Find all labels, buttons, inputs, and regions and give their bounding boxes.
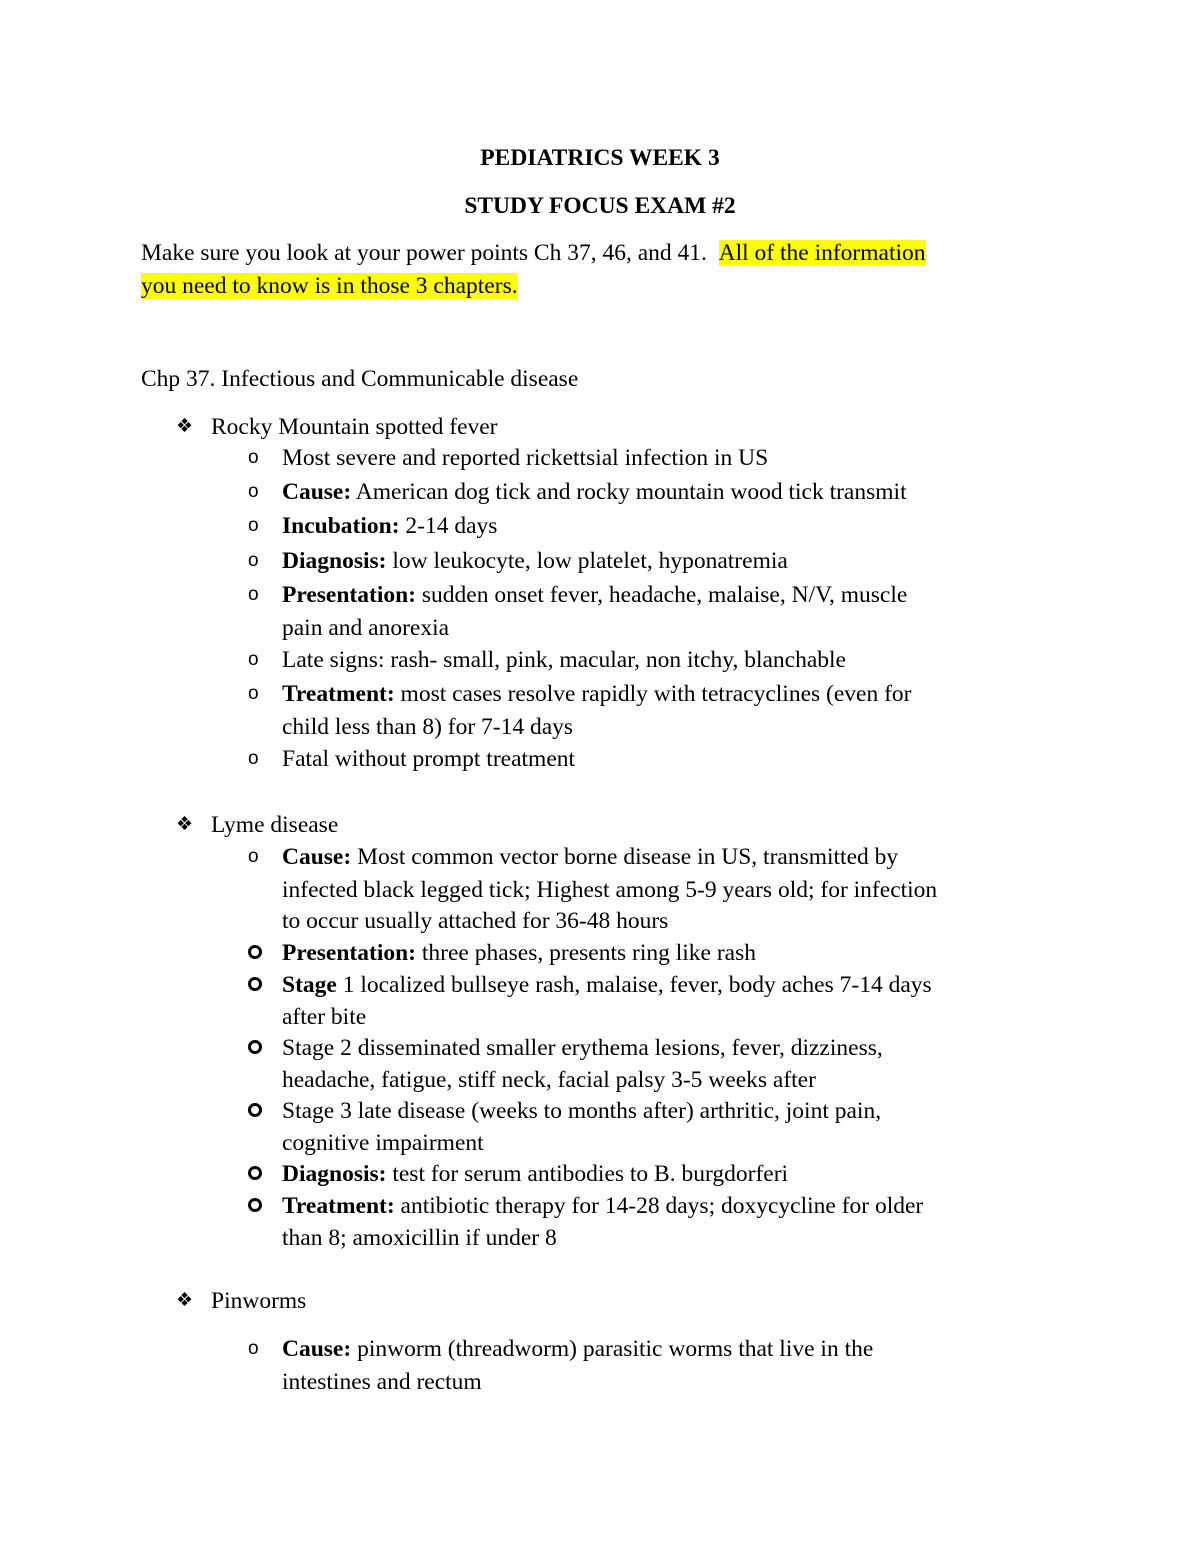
intro-line-2 (141, 271, 518, 301)
hollow-bullet-icon: o (248, 515, 259, 536)
hollow-circle-bullet-icon (248, 1103, 262, 1117)
list-item-continuation: child less than 8) for 7-14 days (282, 714, 574, 740)
section-title-rmsf: Rocky Mountain spotted fever (211, 414, 498, 440)
list-item: Cause: American dog tick and rocky mountain wood tick transmit (282, 479, 907, 505)
list-item: Late signs: rash- small, pink, macular, non itchy, blanchable (282, 647, 846, 673)
hollow-bullet-icon: o (248, 447, 259, 468)
hollow-bullet-icon: o (248, 584, 259, 605)
page-title: PEDIATRICS WEEK 3 (480, 145, 720, 171)
intro-plain-text: Make sure you look at your power points Ch 37, 46, and 41. (141, 240, 707, 266)
list-item-continuation: after bite (282, 1004, 367, 1030)
list-item-continuation: to occur usually attached for 36-48 hours (282, 908, 669, 934)
diamond-bullet-icon: ❖ (176, 814, 194, 835)
list-item-continuation: pain and anorexia (282, 615, 450, 641)
list-item-continuation: cognitive impairment (282, 1130, 484, 1156)
hollow-bullet-icon: o (248, 683, 259, 704)
list-item-continuation: than 8; amoxicillin if under 8 (282, 1225, 557, 1251)
list-item: Stage 3 late disease (weeks to months after) arthritic, joint pain, (282, 1098, 882, 1124)
section-title-lyme: Lyme disease (211, 812, 339, 838)
hollow-bullet-icon: o (248, 846, 259, 867)
list-item-continuation: headache, fatigue, stiff neck, facial palsy 3-5 weeks after (282, 1067, 816, 1093)
hollow-circle-bullet-icon (248, 1198, 262, 1212)
list-item: Treatment: most cases resolve rapidly with tetracyclines (even for (282, 681, 912, 707)
hollow-bullet-icon: o (248, 481, 259, 502)
list-item: Fatal without prompt treatment (282, 746, 576, 772)
list-item: Most severe and reported rickettsial infection in US (282, 445, 769, 471)
diamond-bullet-icon: ❖ (176, 1290, 194, 1311)
diamond-bullet-icon: ❖ (176, 416, 194, 437)
hollow-bullet-icon: o (248, 748, 259, 769)
hollow-circle-bullet-icon (248, 1166, 262, 1180)
hollow-bullet-icon: o (248, 649, 259, 670)
intro-highlight-2: you need to know is in those 3 chapters. (141, 273, 518, 299)
list-item: Cause: pinworm (threadworm) parasitic worms that live in the (282, 1336, 874, 1362)
intro-line-1 (141, 238, 926, 268)
section-title-pinworms: Pinworms (211, 1288, 307, 1314)
intro-highlight-1: All of the information (718, 240, 926, 266)
list-item: Presentation: sudden onset fever, headache, malaise, N/V, muscle (282, 582, 908, 608)
list-item: Stage 2 disseminated smaller erythema lesions, fever, dizziness, (282, 1035, 883, 1061)
hollow-circle-bullet-icon (248, 945, 262, 959)
hollow-bullet-icon: o (248, 1338, 259, 1359)
list-item: Diagnosis: test for serum antibodies to B. burgdorferi (282, 1161, 789, 1187)
list-item: Incubation: 2-14 days (282, 513, 498, 539)
page-subtitle: STUDY FOCUS EXAM #2 (464, 193, 736, 219)
list-item: Diagnosis: low leukocyte, low platelet, hyponatremia (282, 548, 788, 574)
hollow-bullet-icon: o (248, 550, 259, 571)
hollow-circle-bullet-icon (248, 977, 262, 991)
list-item: Stage 1 localized bullseye rash, malaise, fever, body aches 7-14 days (282, 972, 932, 998)
list-item: Cause: Most common vector borne disease in US, transmitted by (282, 844, 899, 870)
list-item: Treatment: antibiotic therapy for 14-28 days; doxycycline for older (282, 1193, 924, 1219)
list-item-continuation: infected black legged tick; Highest among 5-9 years old; for infection (282, 877, 938, 903)
list-item-continuation: intestines and rectum (282, 1369, 482, 1395)
list-item: Presentation: three phases, presents ring like rash (282, 940, 757, 966)
hollow-circle-bullet-icon (248, 1040, 262, 1054)
chapter-heading: Chp 37. Infectious and Communicable disease (141, 366, 579, 392)
